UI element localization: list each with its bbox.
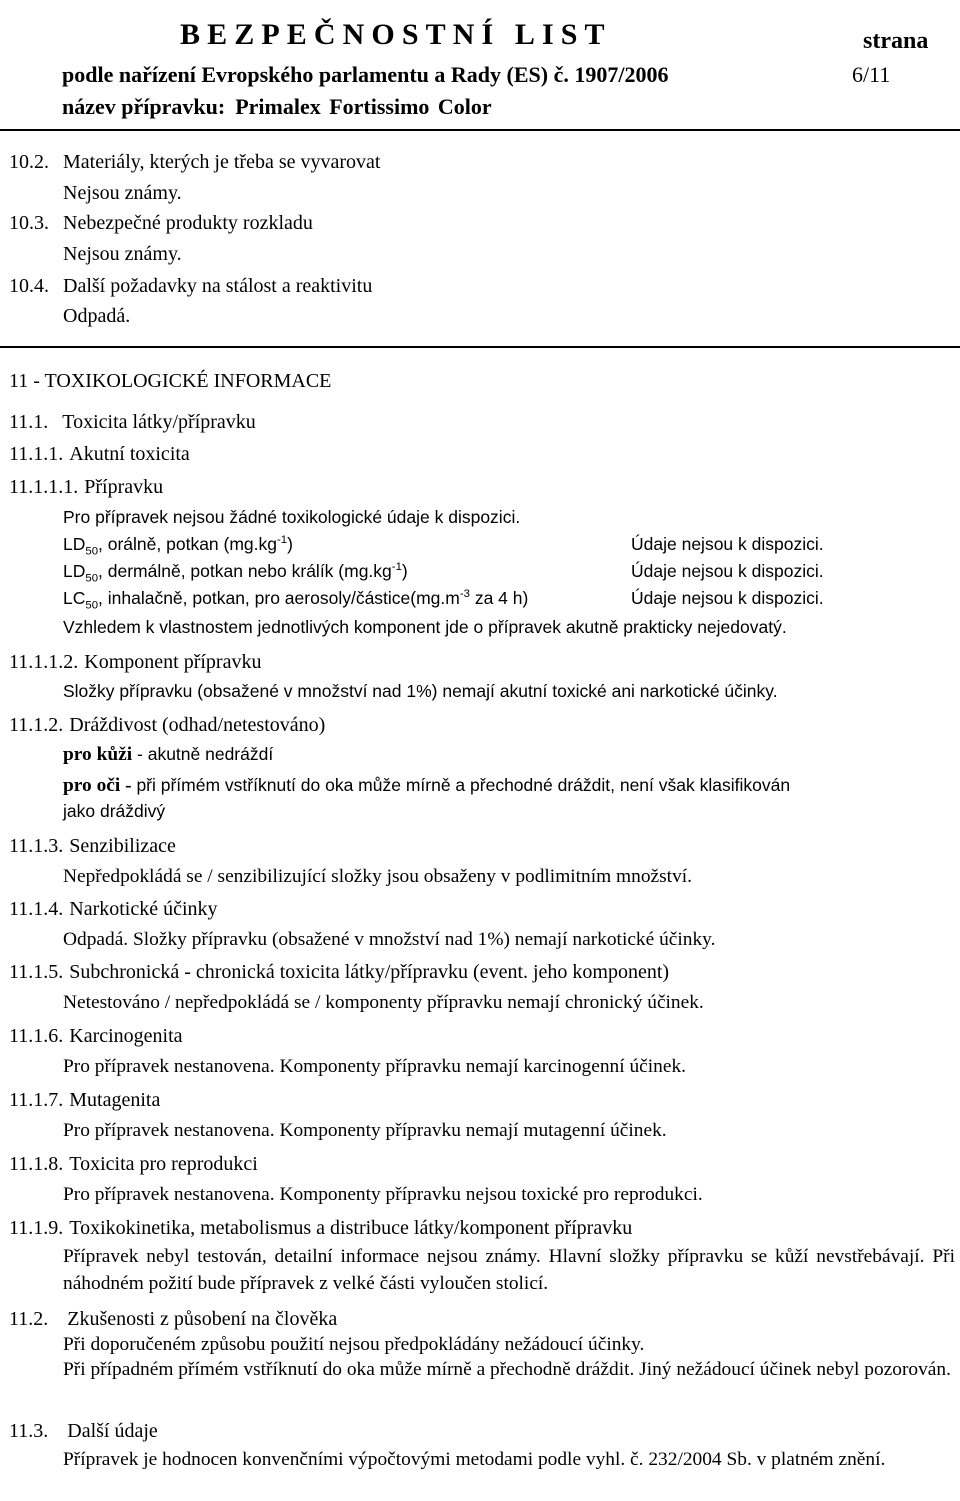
section-11-1-9-heading: 11.1.9. Toxikokinetika, metabolismus a distribuce látky/komponent přípravku bbox=[9, 1217, 633, 1239]
section-10-3-heading: 10.3. Nebezpečné produkty rozkladu bbox=[9, 212, 313, 234]
section-11-3-heading: 11.3. Další údaje bbox=[9, 1420, 158, 1442]
section-10-3-text: Nejsou známy. bbox=[63, 243, 182, 265]
section-11-1-3-text: Nepředpokládá se / senzibilizující složky jsou obsaženy v podlimitním množství. bbox=[63, 866, 693, 887]
section-divider bbox=[0, 346, 960, 348]
section-11-1-heading: 11.1. Toxicita látky/přípravku bbox=[9, 411, 256, 433]
document-title: BEZPEČNOSTNÍ LIST bbox=[180, 18, 612, 51]
acute-tox-intro: Pro přípravek nejsou žádné toxikologické údaje k dispozici. bbox=[63, 507, 521, 527]
acute-tox-row-dermal: $LD_{50}$, dermálně, potkan nebo králík $(mg.kg^{-1})$ bbox=[63, 561, 408, 585]
regulation-line: podle nařízení Evropského parlamentu a Rady (ES) č. 1907/2006 bbox=[62, 62, 669, 87]
section-11-1-8-heading: 11.1.8. Toxicita pro reprodukci bbox=[9, 1153, 258, 1175]
page-label: strana bbox=[863, 28, 929, 54]
acute-tox-row-oral: $LD_{50}$, orálně, potkan $(mg.kg^{-1})$ bbox=[63, 534, 293, 558]
section-11-2-heading: 11.2. Zkušenosti z působení na člověka bbox=[9, 1308, 338, 1330]
product-line bbox=[62, 96, 492, 118]
page-number: 6/11 bbox=[852, 62, 891, 87]
section-11-2-line1: Při doporučeném způsobu použití nejsou předpokládány nežádoucí účinky. bbox=[63, 1334, 645, 1355]
acute-tox-note: Vzhledem k vlastnostem jednotlivých komponent jde o přípravek akutně prakticky nejedovatý. bbox=[63, 617, 787, 637]
section-11-1-3-heading: 11.1.3. Senzibilizace bbox=[9, 835, 176, 857]
section-11-1-8-text: Pro přípravek nestanovena. Komponenty přípravku nejsou toxické pro reprodukci. bbox=[63, 1184, 703, 1205]
irritation-eye-line2: jako dráždivý bbox=[63, 801, 166, 821]
section-11-1-4-heading: 11.1.4. Narkotické účinky bbox=[9, 898, 218, 920]
acute-tox-value-oral: Údaje nejsou k dispozici. bbox=[631, 534, 824, 554]
section-11-1-1-2-text: Složky přípravku (obsažené v množství nad 1%) nemají akutní toxické ani narkotické účinky. bbox=[63, 681, 778, 701]
section-11-1-2-heading: 11.1.2. Dráždivost (odhad/netestováno) bbox=[9, 714, 326, 736]
section-11-2-line2: Při případném přímém vstříknutí do oka může mírně a přechodně dráždit. Jiný nežádoucí účinek nebyl pozorován. bbox=[63, 1359, 951, 1380]
section-11-1-4-text: Odpadá. Složky přípravku (obsažené v množství nad 1%) nemají narkotické účinky. bbox=[63, 929, 716, 950]
section-11-1-1-2-heading: 11.1.1.2. Komponent přípravku bbox=[9, 651, 262, 673]
product-name: Primalex Fortissimo Color bbox=[235, 94, 492, 119]
section-11-1-1-heading: 11.1.1. Akutní toxicita bbox=[9, 443, 190, 465]
section-11-1-7-heading: 11.1.7. Mutagenita bbox=[9, 1089, 161, 1111]
section-10-4-text: Odpadá. bbox=[63, 305, 131, 327]
section-11-1-7-text: Pro přípravek nestanovena. Komponenty přípravku nemají mutagenní účinek. bbox=[63, 1120, 667, 1141]
product-label: název přípravku: bbox=[62, 94, 226, 119]
section-11-1-5-heading: 11.1.5. Subchronická - chronická toxicita látky/přípravku (event. jeho komponent) bbox=[9, 961, 670, 983]
acute-tox-row-inhal: $LC_{50}$, inhalačně, potkan, pro aerosoly/$částice(mg.m^{-3}$ za 4 h) bbox=[63, 588, 529, 612]
section-11-1-6-heading: 11.1.6. Karcinogenita bbox=[9, 1025, 183, 1047]
section-10-4-heading: 10.4. Další požadavky na stálost a reaktivitu bbox=[9, 275, 373, 297]
section-11-1-6-text: Pro přípravek nestanovena. Komponenty přípravku nemají karcinogenní účinek. bbox=[63, 1056, 687, 1077]
section-10-2-heading: 10.2. Materiály, kterých je třeba se vyvarovat bbox=[9, 151, 381, 173]
irritation-eye-line1: pro oči - při přímém vstříknutí do oka může mírně a přechodné dráždit, není však klasifikován bbox=[63, 775, 791, 796]
section-11-1-9-text: Přípravek nebyl testován, detailní informace nejsou známy. Hlavní složky přípravku se kůží nevstřebávají. Při náhodném požití bude přípravek z velké části vyloučen stolicí. bbox=[63, 1246, 955, 1294]
section-10-2-text: Nejsou známy. bbox=[63, 182, 182, 204]
section-11-3-text: Přípravek je hodnocen konvenčními výpočtovými metodami podle vyhl. č. 232/2004 Sb. v platném znění. bbox=[63, 1449, 886, 1470]
acute-tox-value-dermal: Údaje nejsou k dispozici. bbox=[631, 561, 824, 581]
header-divider bbox=[0, 129, 960, 131]
irritation-skin: pro kůži - akutně nedráždí bbox=[63, 744, 274, 765]
section-11-1-5-text: Netestováno / nepředpokládá se / komponenty přípravku nemají chronický účinek. bbox=[63, 992, 704, 1013]
section-11-1-1-1-heading: 11.1.1.1. Přípravku bbox=[9, 476, 164, 498]
section-11-heading: 11 - TOXIKOLOGICKÉ INFORMACE bbox=[9, 370, 332, 392]
acute-tox-value-inhal: Údaje nejsou k dispozici. bbox=[631, 588, 824, 608]
